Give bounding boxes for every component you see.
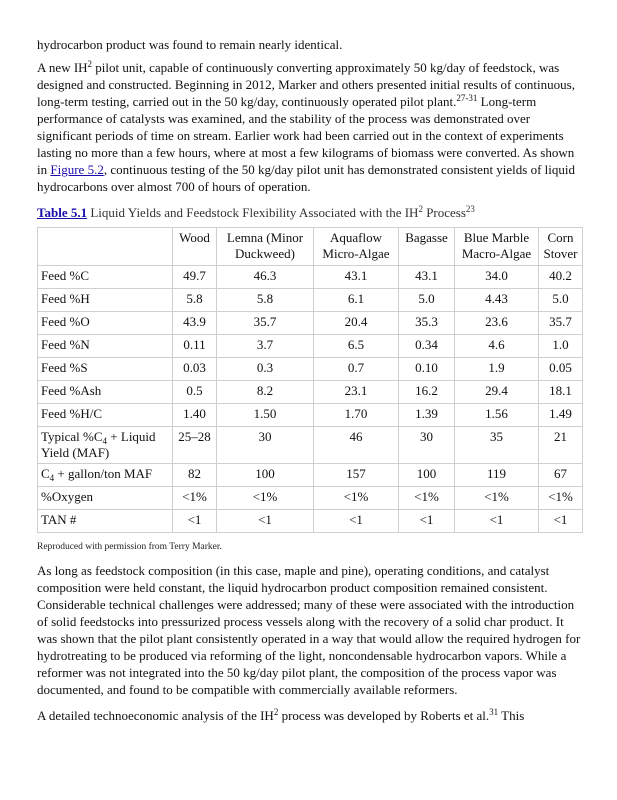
- row-label: Feed %H: [38, 289, 173, 312]
- table-cell: 35.7: [217, 312, 314, 335]
- caption-text: Liquid Yields and Feedstock Flexibility Associated with the IH: [87, 205, 419, 220]
- table-cell: 157: [314, 464, 399, 487]
- table-caption: [37, 204, 582, 221]
- paragraph-technoeconomic: [37, 707, 582, 724]
- table-cell: <1%: [539, 487, 583, 510]
- table-row: [38, 335, 583, 358]
- superscript: 2: [273, 707, 279, 717]
- table-cell: 0.5: [173, 381, 217, 404]
- table-cell: <1: [173, 510, 217, 533]
- table-cell: 8.2: [217, 381, 314, 404]
- table-cell: 0.34: [399, 335, 455, 358]
- citation-superscript: 23: [465, 204, 475, 214]
- table-cell: <1%: [399, 487, 455, 510]
- paragraph-composition: As long as feedstock composition (in this case, maple and pine), operating conditions, and catalyst composition were held constant, the liquid hydrocarbon product composition remained consistent. Considerable technical challenges were addressed; many of these were associated with the introduction of solid feedstocks into pressurized process vessels along with the recovery of a solid char product. It was shown that the pilot plant consistently operated in a way that would allow the required hydrogen for hydrotreating to be produced via reforming of the light, noncondensable hydrocarbon vapors. While a reformer was not integrated into the 50 kg/day pilot plant, the composition of the process vapor was documented, and found to be compatible with commercially available reformers.: [37, 563, 581, 697]
- table-cell: 5.8: [217, 289, 314, 312]
- table-cell: 5.8: [173, 289, 217, 312]
- text-run: This: [498, 708, 525, 723]
- table-cell: 5.0: [539, 289, 583, 312]
- table-row: [38, 289, 583, 312]
- row-label: Feed %N: [38, 335, 173, 358]
- table-cell: <1: [399, 510, 455, 533]
- table-cell: 0.7: [314, 358, 399, 381]
- table-cell: 6.5: [314, 335, 399, 358]
- table-cell: 43.1: [314, 266, 399, 289]
- table-cell: 0.10: [399, 358, 455, 381]
- table-cell: 35.7: [539, 312, 583, 335]
- table-cell: 1.49: [539, 404, 583, 427]
- table-cell: 82: [173, 464, 217, 487]
- table-row: [38, 266, 583, 289]
- table-cell: 16.2: [399, 381, 455, 404]
- row-label: %Oxygen: [38, 487, 173, 510]
- table-cell: 25–28: [173, 427, 217, 464]
- table-cell: <1%: [314, 487, 399, 510]
- table-cell: 35: [455, 427, 539, 464]
- permission-note: Reproduced with permission from Terry Marker.: [37, 542, 222, 552]
- citation-superscript: 31: [489, 707, 499, 717]
- table-cell: 5.0: [399, 289, 455, 312]
- table-cell: 34.0: [455, 266, 539, 289]
- table-cell: 100: [217, 464, 314, 487]
- table-cell: <1%: [455, 487, 539, 510]
- table-row: [38, 404, 583, 427]
- citation-superscript: 27-31: [456, 93, 478, 103]
- table-cell: 0.03: [173, 358, 217, 381]
- table-cell: 3.7: [217, 335, 314, 358]
- table-cell: 0.11: [173, 335, 217, 358]
- document-page: [37, 36, 582, 733]
- table-cell: 4.43: [455, 289, 539, 312]
- paragraph-pilot-unit: [37, 59, 582, 195]
- table-cell: 21: [539, 427, 583, 464]
- table-cell: 46.3: [217, 266, 314, 289]
- row-label: Feed %C: [38, 266, 173, 289]
- figure-link[interactable]: Figure 5.2: [50, 162, 104, 177]
- table-cell: 1.39: [399, 404, 455, 427]
- table-row: [38, 464, 583, 487]
- row-label: Feed %Ash: [38, 381, 173, 404]
- column-header: Wood: [173, 228, 217, 266]
- column-header: Bagasse: [399, 228, 455, 266]
- paragraph-continued: hydrocarbon product was found to remain nearly identical.: [37, 37, 343, 52]
- table-cell: 0.3: [217, 358, 314, 381]
- table-cell: 30: [217, 427, 314, 464]
- table-cell: 1.40: [173, 404, 217, 427]
- table-row: [38, 358, 583, 381]
- table-cell: 18.1: [539, 381, 583, 404]
- table-cell: 30: [399, 427, 455, 464]
- caption-text: Process: [422, 205, 466, 220]
- table-cell: 0.05: [539, 358, 583, 381]
- table-cell: 43.9: [173, 312, 217, 335]
- table-cell: 20.4: [314, 312, 399, 335]
- table-cell: 4.6: [455, 335, 539, 358]
- column-header: Lemna (Minor Duckweed): [217, 228, 314, 266]
- table-cell: 43.1: [399, 266, 455, 289]
- table-cell: 1.56: [455, 404, 539, 427]
- table-cell: 100: [399, 464, 455, 487]
- row-label: Typical $\%C_4$ + Liquid Yield (MAF): [38, 427, 173, 464]
- table-cell: 23.6: [455, 312, 539, 335]
- text-run: Long-term performance of catalysts was examined, and the stability of the process was demonstrated over significant periods of time on stream. Earlier work had been carried out in the context of experiments lasting no more than a few hours, where at most a few kilograms of biomass were converted. As shown in: [37, 94, 575, 177]
- column-header: [38, 228, 173, 266]
- table-cell: 1.50: [217, 404, 314, 427]
- text-run: pilot unit, capable of continuously converting approximately 50 kg/day of feedstock, was designed and constructed. Beginning in 2012, Marker and others presented initial results of continuous, long-term testing, carried out in the 50 kg/day, continuously operated pilot plant.: [37, 60, 575, 109]
- yields-table: [37, 227, 583, 533]
- row-label: Feed %H/C: [38, 404, 173, 427]
- table-header-row: [38, 228, 583, 266]
- table-cell: <1: [217, 510, 314, 533]
- table-row: [38, 312, 583, 335]
- text-run: A new IH: [37, 60, 88, 75]
- table-cell: <1: [455, 510, 539, 533]
- column-header: Blue Marble Macro-Algae: [455, 228, 539, 266]
- table-cell: <1: [539, 510, 583, 533]
- text-run: , continuous testing of the 50 kg/day pilot unit has demonstrated consistent yields of liquid hydrocarbons over almost 700 of hours of operation.: [37, 162, 576, 194]
- superscript: 2: [418, 204, 423, 214]
- table-row: [38, 510, 583, 533]
- superscript: 2: [87, 59, 93, 69]
- table-cell: 23.1: [314, 381, 399, 404]
- table-cell: 46: [314, 427, 399, 464]
- table-label-link[interactable]: Table 5.1: [37, 205, 88, 220]
- text-run: process was developed by Roberts et al.: [278, 708, 490, 723]
- table-cell: 1.9: [455, 358, 539, 381]
- table-cell: 35.3: [399, 312, 455, 335]
- table-cell: 119: [455, 464, 539, 487]
- text-run: A detailed technoeconomic analysis of the IH: [37, 708, 274, 723]
- table-cell: 29.4: [455, 381, 539, 404]
- table-cell: 1.0: [539, 335, 583, 358]
- row-label: Feed %S: [38, 358, 173, 381]
- column-header: Corn Stover: [539, 228, 583, 266]
- row-label: $C_4$ + gallon/ton MAF: [38, 464, 173, 487]
- table-cell: <1%: [173, 487, 217, 510]
- column-header: Aquaflow Micro-Algae: [314, 228, 399, 266]
- row-label: Feed %O: [38, 312, 173, 335]
- table-cell: 6.1: [314, 289, 399, 312]
- table-cell: <1: [314, 510, 399, 533]
- row-label: TAN #: [38, 510, 173, 533]
- table-cell: 49.7: [173, 266, 217, 289]
- table-cell: 67: [539, 464, 583, 487]
- table-row: [38, 427, 583, 464]
- table-row: [38, 381, 583, 404]
- table-row: [38, 487, 583, 510]
- table-cell: <1%: [217, 487, 314, 510]
- table-cell: 1.70: [314, 404, 399, 427]
- table-cell: 40.2: [539, 266, 583, 289]
